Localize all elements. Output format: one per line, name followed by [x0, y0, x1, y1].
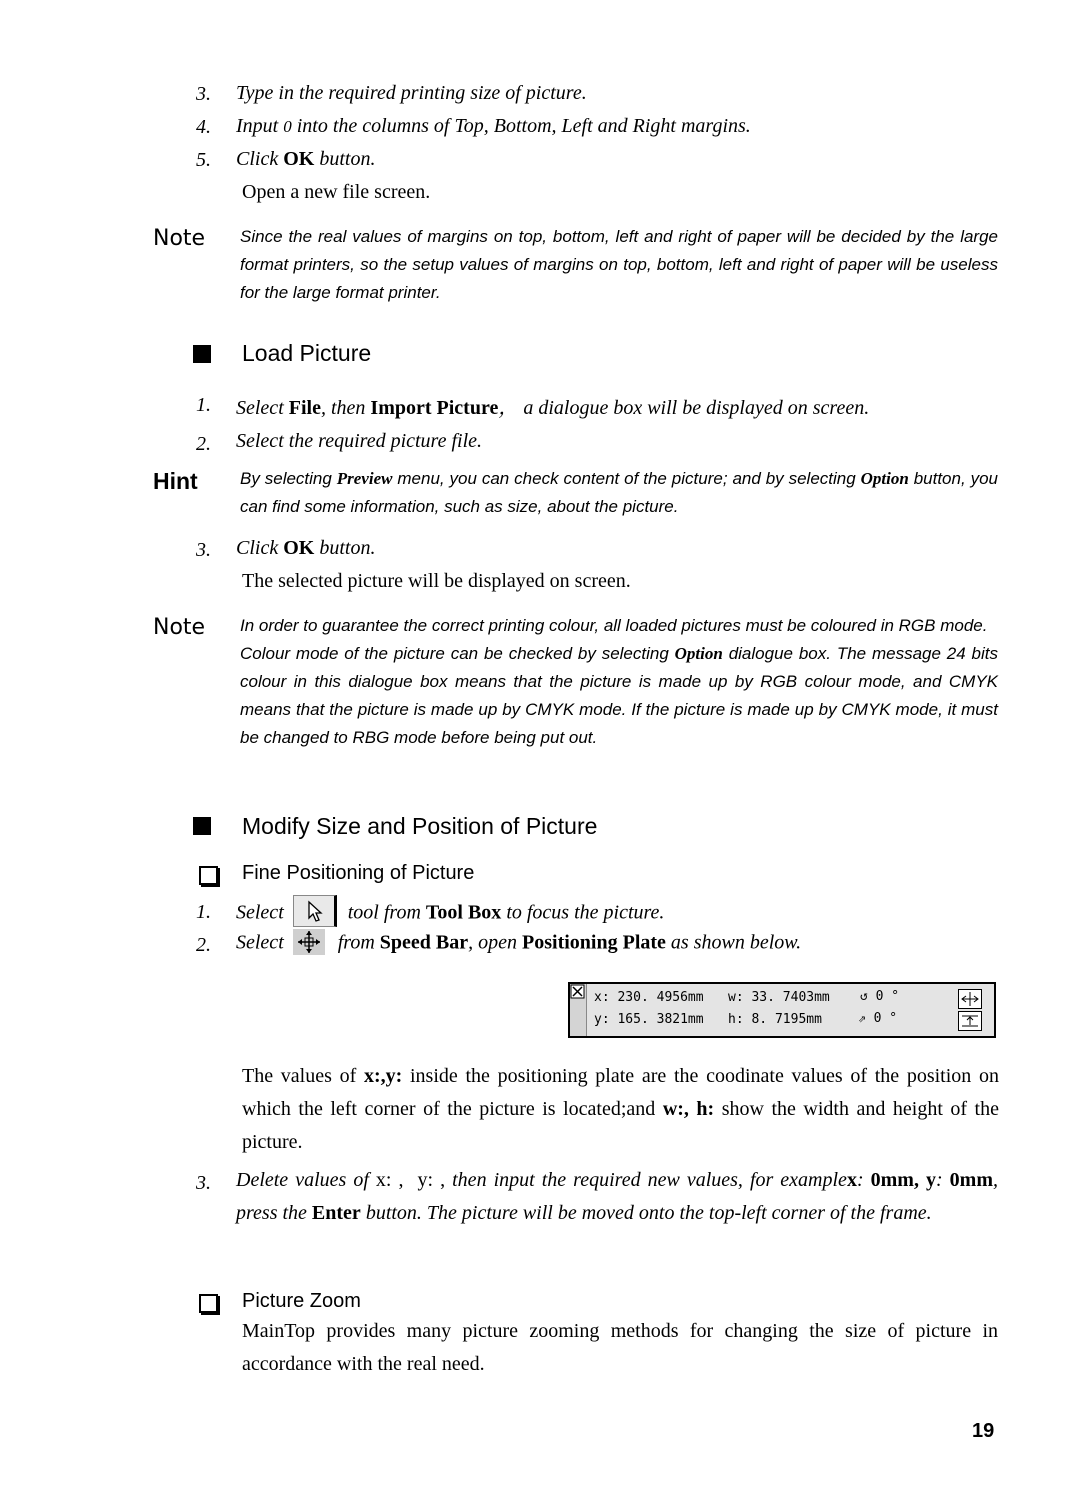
- step-text: Select tool from Tool Box to focus the picture.: [236, 898, 664, 930]
- page-number: 19: [972, 1420, 995, 1442]
- step-text: Select the required picture file.: [236, 430, 483, 452]
- step-number: 3.: [196, 1172, 211, 1194]
- section-bullet: [193, 817, 211, 835]
- step-text: Click OK button.: [236, 537, 376, 559]
- note-text: Since the real values of margins on top, bottom, left and right of paper will be decided by the large format printers, so the setup values of margins on top, bottom, left and right of paper will be useless for the large format printer.: [240, 227, 998, 302]
- result-text: Open a new file screen.: [242, 181, 431, 203]
- subsection-heading: Fine Positioning of Picture: [242, 862, 475, 884]
- positioning-plate-icon: [293, 929, 325, 955]
- subsection-checkbox-icon: [199, 866, 218, 885]
- step-number: 5.: [196, 149, 211, 171]
- step-number: 2.: [196, 433, 211, 455]
- step-number: 1.: [196, 901, 211, 923]
- pointer-tool-icon: [293, 895, 337, 927]
- positioning-plate: [568, 982, 996, 1038]
- step-number: 3.: [196, 539, 211, 561]
- section-heading: Modify Size and Position of Picture: [242, 813, 598, 839]
- subsection-heading: Picture Zoom: [242, 1290, 361, 1312]
- plate-button-bottom[interactable]: [958, 1011, 982, 1031]
- plate-grip: [570, 984, 587, 1036]
- step-number: 1.: [196, 394, 211, 416]
- section-heading: Load Picture: [242, 340, 372, 366]
- rotation-field[interactable]: ↺ 0 °: [860, 989, 900, 1004]
- step-text: Select File, then Import Picture， a dialogue box will be displayed on screen.: [236, 397, 870, 419]
- subsection-checkbox-icon: [199, 1294, 218, 1313]
- explain-paragraph: The values of x:,y: inside the positioning plate are the coodinate values of the position on which the left corner of the picture is located;and w:, h: show the width and height of the picture.: [242, 1065, 999, 1153]
- section-bullet: [193, 345, 211, 363]
- plate-button-top[interactable]: [958, 989, 982, 1009]
- step-text: Delete values of x: , y: , then input the required new values, for examplex: 0mm, y: 0mm, press the Enter button. The picture will be moved onto the top-left corner of the frame.: [236, 1169, 998, 1224]
- step-text: Click OK button.: [236, 148, 376, 170]
- skew-icon: ⇗: [858, 1011, 866, 1026]
- step-text: Type in the required printing size of picture.: [236, 82, 587, 104]
- note-text: In order to guarantee the correct printing colour, all loaded pictures must be coloured in RGB mode. Colour mode of the picture can be checked by selecting Option dialogue box. The message 24 bits colour in this dialogue box means that the picture is made up by RGB colour mode, and CMYK means that the picture is made up by CMYK mode. If the picture is made up by CMYK mode, it must be changed to RBG mode before being put out.: [240, 616, 999, 747]
- note-label: Note: [153, 615, 206, 640]
- step-text: Input 0 into the columns of Top, Bottom, Left and Right margins.: [236, 115, 751, 137]
- rotate-icon: ↺: [860, 989, 868, 1004]
- zoom-paragraph: MainTop provides many picture zooming methods for changing the size of picture in accordance with the real need.: [242, 1320, 998, 1375]
- align-vertical-icon: [959, 1012, 981, 1030]
- height-field[interactable]: h: 8. 7195mm: [728, 1012, 822, 1027]
- hint-label: Hint: [153, 468, 198, 494]
- note-label: Note: [153, 226, 206, 251]
- close-icon[interactable]: [570, 984, 586, 1000]
- x-field[interactable]: x: 230. 4956mm: [594, 990, 704, 1005]
- align-center-icon: [959, 990, 981, 1008]
- skew-field[interactable]: ⇗ 0 °: [858, 1011, 898, 1026]
- step-number: 3.: [196, 83, 211, 105]
- width-field[interactable]: w: 33. 7403mm: [728, 990, 830, 1005]
- y-field[interactable]: y: 165. 3821mm: [594, 1012, 704, 1027]
- hint-text: By selecting Preview menu, you can check content of the picture; and by selecting Option button, you can find some information, such as size, about the picture.: [240, 469, 999, 516]
- step-text: Select from Speed Bar, open Positioning Plate as shown below.: [236, 931, 801, 957]
- step-number: 4.: [196, 116, 211, 138]
- step-number: 2.: [196, 934, 211, 956]
- result-text: The selected picture will be displayed on screen.: [242, 570, 631, 592]
